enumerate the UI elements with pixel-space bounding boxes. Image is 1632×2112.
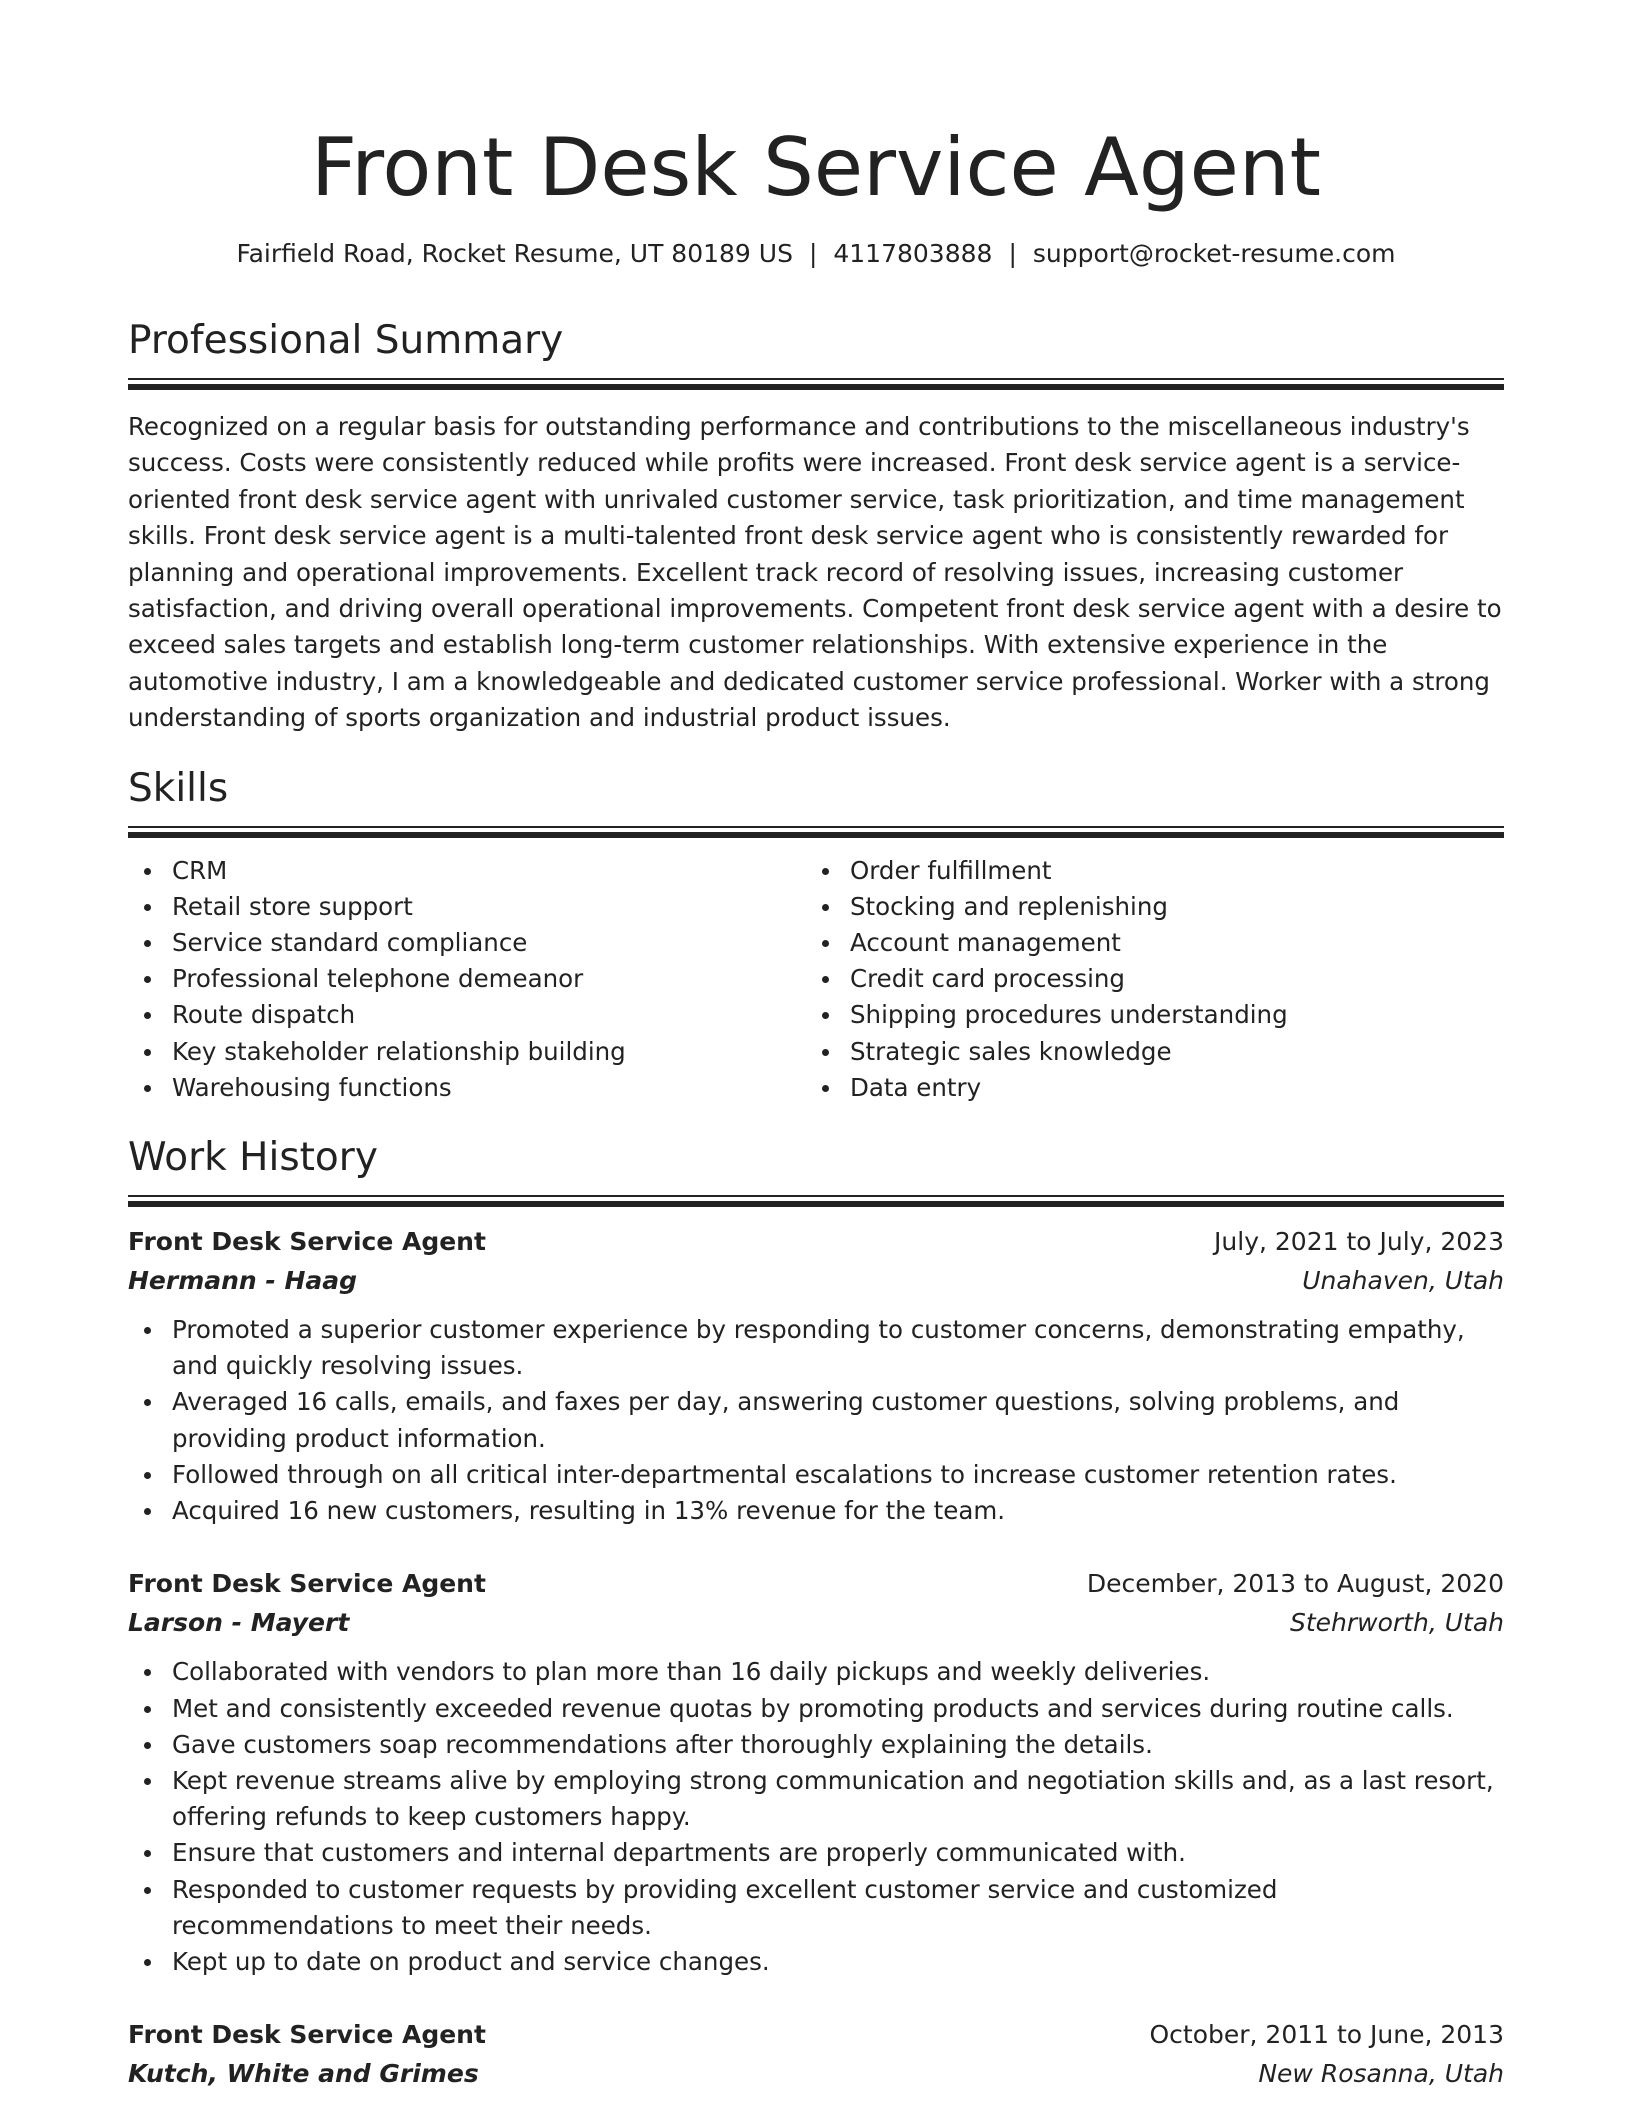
skill-item: Route dispatch bbox=[172, 997, 806, 1033]
job-header-row bbox=[128, 1564, 1504, 1603]
skill-item: Retail store support bbox=[172, 889, 806, 925]
job-location: Unahaven, Utah bbox=[1302, 1266, 1504, 1296]
job-location: Stehrworth, Utah bbox=[1289, 1608, 1504, 1638]
job-bullet: Kept up to date on product and service changes. bbox=[172, 1944, 1504, 1980]
job-entry bbox=[128, 1222, 1504, 1529]
skill-item: Data entry bbox=[850, 1070, 1484, 1106]
skills-column-left bbox=[128, 853, 806, 1106]
job-header-row bbox=[128, 1222, 1504, 1261]
job-bullet: Collaborated with vendors to plan more than 16 daily pickups and weekly deliveries. bbox=[172, 1654, 1504, 1690]
job-title: Front Desk Service Agent bbox=[128, 2020, 486, 2050]
contact-phone: 4117803888 bbox=[833, 239, 993, 268]
contact-address: Fairfield Road, Rocket Resume, UT 80189 US bbox=[236, 239, 793, 268]
job-company: Hermann - Haag bbox=[128, 1266, 358, 1296]
job-company-row bbox=[128, 1261, 1504, 1300]
contact-email: support@rocket-resume.com bbox=[1032, 239, 1396, 268]
contact-line bbox=[128, 236, 1504, 272]
job-dates: July, 2021 to July, 2023 bbox=[1214, 1227, 1504, 1257]
job-bullet: Gave customers soap recommendations after thoroughly explaining the details. bbox=[172, 1727, 1504, 1763]
skill-item: Credit card processing bbox=[850, 961, 1484, 997]
job-company: Kutch, White and Grimes bbox=[128, 2059, 479, 2089]
skills-heading: Skills bbox=[128, 765, 229, 811]
skills-column-right bbox=[806, 853, 1484, 1106]
skill-item: Stocking and replenishing bbox=[850, 889, 1484, 925]
job-bullet: Followed through on all critical inter-departmental escalations to increase customer retention rates. bbox=[172, 1457, 1504, 1493]
job-title: Front Desk Service Agent bbox=[128, 1569, 486, 1599]
job-dates: October, 2011 to June, 2013 bbox=[1149, 2020, 1504, 2050]
job-company-row bbox=[128, 2054, 1504, 2093]
job-bullets bbox=[128, 1654, 1504, 1980]
summary-section bbox=[128, 316, 1504, 737]
skill-item: Order fulfillment bbox=[850, 853, 1484, 889]
job-entry bbox=[128, 1564, 1504, 1980]
contact-separator: | bbox=[1008, 239, 1017, 268]
skills-grid bbox=[128, 853, 1504, 1106]
skill-item: CRM bbox=[172, 853, 806, 889]
job-header-row bbox=[128, 2015, 1504, 2054]
job-bullet: Ensure that customers and internal departments are properly communicated with. bbox=[172, 1835, 1504, 1871]
skill-item: Shipping procedures understanding bbox=[850, 997, 1484, 1033]
work-history-section bbox=[128, 1133, 1504, 2093]
skill-item: Professional telephone demeanor bbox=[172, 961, 806, 997]
job-company: Larson - Mayert bbox=[128, 1608, 350, 1638]
job-bullet: Acquired 16 new customers, resulting in 13% revenue for the team. bbox=[172, 1493, 1504, 1529]
resume-title: Front Desk Service Agent bbox=[311, 121, 1321, 214]
resume-page bbox=[128, 0, 1504, 2093]
work-history-heading: Work History bbox=[128, 1135, 378, 1181]
summary-text: Recognized on a regular basis for outstanding performance and contributions to the miscellaneous industry's success. Costs were consistently reduced while profits were increased. Front desk service agent is a service-oriented front desk service agent with unrivaled customer service, task prioritization, and time management skills. Front desk service agent is a multi-talented front desk service agent who is consistently rewarded for planning and operational improvements. Excellent track record of resolving issues, increasing customer satisfaction, and driving overall operational improvements. Competent front desk service agent with a desire to exceed sales targets and establish long-term customer relationships. With extensive experience in the automotive industry, I am a knowledgeable and dedicated customer service professional. Worker with a strong understanding of sports organization and industrial product issues. bbox=[128, 412, 1502, 733]
skill-item: Strategic sales knowledge bbox=[850, 1034, 1484, 1070]
section-divider bbox=[128, 1195, 1504, 1208]
job-bullet: Responded to customer requests by providing excellent customer service and customized recommendations to meet their needs. bbox=[172, 1872, 1504, 1944]
summary-heading: Professional Summary bbox=[128, 318, 564, 363]
job-entry bbox=[128, 2015, 1504, 2093]
contact-separator: | bbox=[808, 239, 818, 268]
job-dates: December, 2013 to August, 2020 bbox=[1086, 1569, 1504, 1599]
skill-item: Account management bbox=[850, 925, 1484, 961]
skills-section bbox=[128, 764, 1504, 1106]
section-divider bbox=[128, 826, 1504, 839]
job-bullet: Promoted a superior customer experience by responding to customer concerns, demonstrating empathy, and quickly resolving issues. bbox=[172, 1312, 1504, 1384]
job-bullet: Met and consistently exceeded revenue quotas by promoting products and services during routine calls. bbox=[172, 1691, 1504, 1727]
skill-item: Warehousing functions bbox=[172, 1070, 806, 1106]
skill-item: Service standard compliance bbox=[172, 925, 806, 961]
job-bullet: Averaged 16 calls, emails, and faxes per day, answering customer questions, solving problems, and providing product information. bbox=[172, 1384, 1504, 1456]
job-bullet: Kept revenue streams alive by employing strong communication and negotiation skills and, as a last resort, offering refunds to keep customers happy. bbox=[172, 1763, 1504, 1835]
section-divider bbox=[128, 378, 1504, 391]
job-title: Front Desk Service Agent bbox=[128, 1227, 486, 1257]
skill-item: Key stakeholder relationship building bbox=[172, 1034, 806, 1070]
job-location: New Rosanna, Utah bbox=[1258, 2059, 1504, 2089]
job-bullets bbox=[128, 1312, 1504, 1529]
job-company-row bbox=[128, 1603, 1504, 1642]
